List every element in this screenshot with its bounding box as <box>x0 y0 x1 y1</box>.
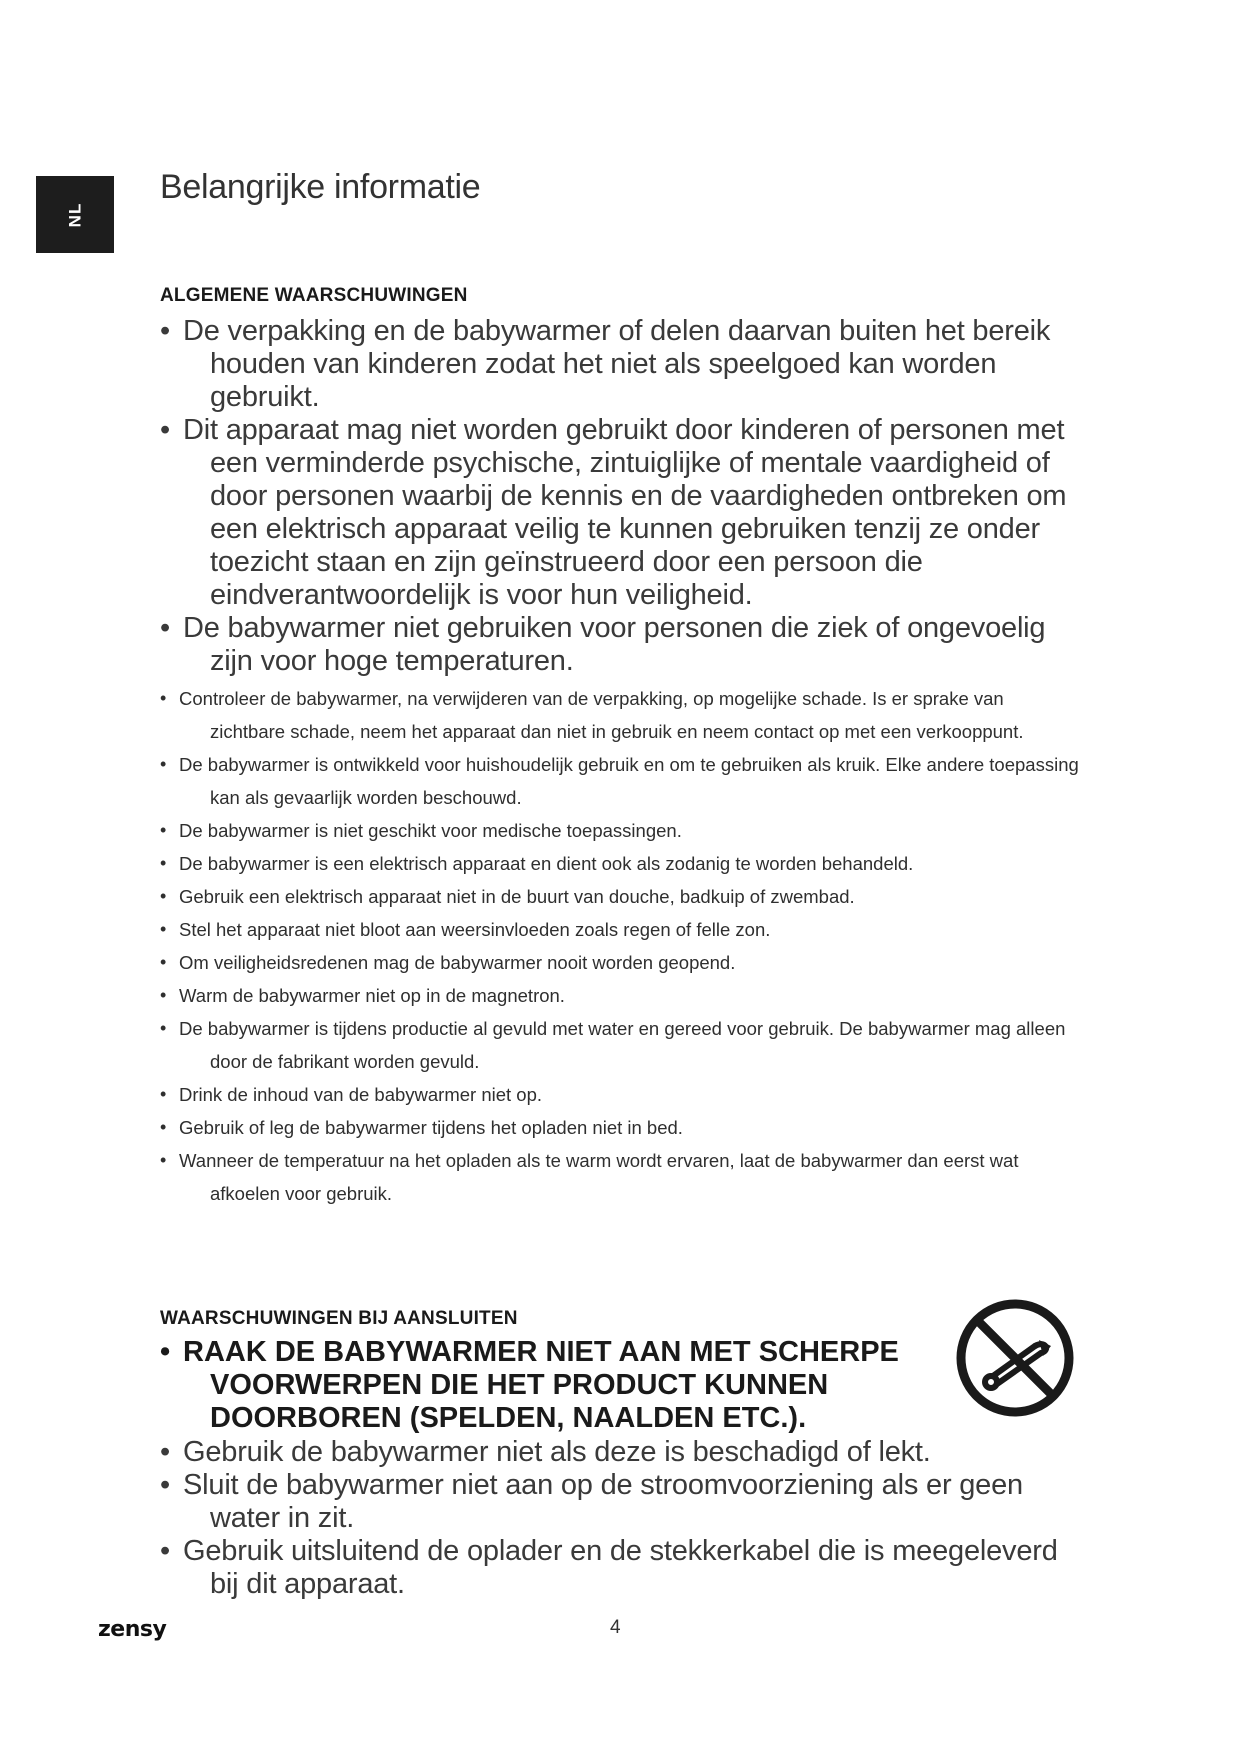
list-item: • Controleer de babywarmer, na verwijderen van de verpakking, op mogelijke schade. Is er sprake van zichtbare schade, neem het apparaat dan niet in gebruik en neem contact op met een verkooppunt. <box>160 682 1080 748</box>
list-item: • Drink de inhoud van de babywarmer niet op. <box>160 1078 1080 1111</box>
brand-logo: zensy <box>98 1617 167 1642</box>
page-title: Belangrijke informatie <box>160 168 481 206</box>
connection-warnings-heading: WAARSCHUWINGEN BIJ AANSLUITEN <box>160 1308 518 1329</box>
list-item: • Gebruik uitsluitend de oplader en de stekkerkabel die is meegeleverd bij dit apparaat. <box>160 1535 1080 1601</box>
list-item: • Dit apparaat mag niet worden gebruikt door kinderen of personen met een verminderde psychische, zintuiglijke of mentale vaardigheid of door personen waarbij de kennis en de vaardigheden ontbreken om een elektrisch apparaat veilig te kunnen gebruiken tenzij ze onder toezicht staan en zijn geïnstrueerd door een persoon die eindverantwoordelijk is voor hun veiligheid. <box>160 414 1080 612</box>
list-item: • Gebruik een elektrisch apparaat niet in de buurt van douche, badkuip of zwembad. <box>160 880 1080 913</box>
list-item: • Om veiligheidsredenen mag de babywarmer nooit worden geopend. <box>160 946 1080 979</box>
list-item: • Gebruik de babywarmer niet als deze is beschadigd of lekt. <box>160 1436 1080 1469</box>
connection-warnings-emphasis-list <box>160 1336 920 1435</box>
no-sharp-objects-icon <box>955 1298 1075 1418</box>
list-item: • De babywarmer is niet geschikt voor medische toepassingen. <box>160 814 1080 847</box>
list-item: • Stel het apparaat niet bloot aan weersinvloeden zoals regen of felle zon. <box>160 913 1080 946</box>
page-number: 4 <box>610 1617 621 1638</box>
list-item-emphasis: • RAAK DE BABYWARMER NIET AAN MET SCHERPE VOORWERPEN DIE HET PRODUCT KUNNEN DOORBOREN (SPELDEN, NAALDEN ETC.). <box>160 1336 920 1435</box>
list-item: • De babywarmer is tijdens productie al gevuld met water en gereed voor gebruik. De babywarmer mag alleen door de fabrikant worden gevuld. <box>160 1012 1080 1078</box>
language-tab-label: NL <box>64 202 84 227</box>
list-item: • De babywarmer is een elektrisch apparaat en dient ook als zodanig te worden behandeld. <box>160 847 1080 880</box>
connection-warnings-list <box>160 1436 1080 1601</box>
list-item: • Gebruik of leg de babywarmer tijdens het opladen niet in bed. <box>160 1111 1080 1144</box>
language-tab <box>36 176 114 253</box>
list-item: • Sluit de babywarmer niet aan op de stroomvoorziening als er geen water in zit. <box>160 1469 1080 1535</box>
list-item: • Wanneer de temperatuur na het opladen als te warm wordt ervaren, laat de babywarmer dan eerst wat afkoelen voor gebruik. <box>160 1144 1080 1210</box>
list-item: • De verpakking en de babywarmer of delen daarvan buiten het bereik houden van kinderen zodat het niet als speelgoed kan worden gebruikt. <box>160 315 1080 414</box>
general-warnings-small-list <box>160 682 1080 1210</box>
list-item: • De babywarmer niet gebruiken voor personen die ziek of ongevoelig zijn voor hoge temperaturen. <box>160 612 1080 678</box>
general-warnings-heading: ALGEMENE WAARSCHUWINGEN <box>160 285 468 306</box>
general-warnings-large-list <box>160 315 1080 678</box>
list-item: • Warm de babywarmer niet op in de magnetron. <box>160 979 1080 1012</box>
list-item: • De babywarmer is ontwikkeld voor huishoudelijk gebruik en om te gebruiken als kruik. Elke andere toepassing kan als gevaarlijk worden beschouwd. <box>160 748 1080 814</box>
